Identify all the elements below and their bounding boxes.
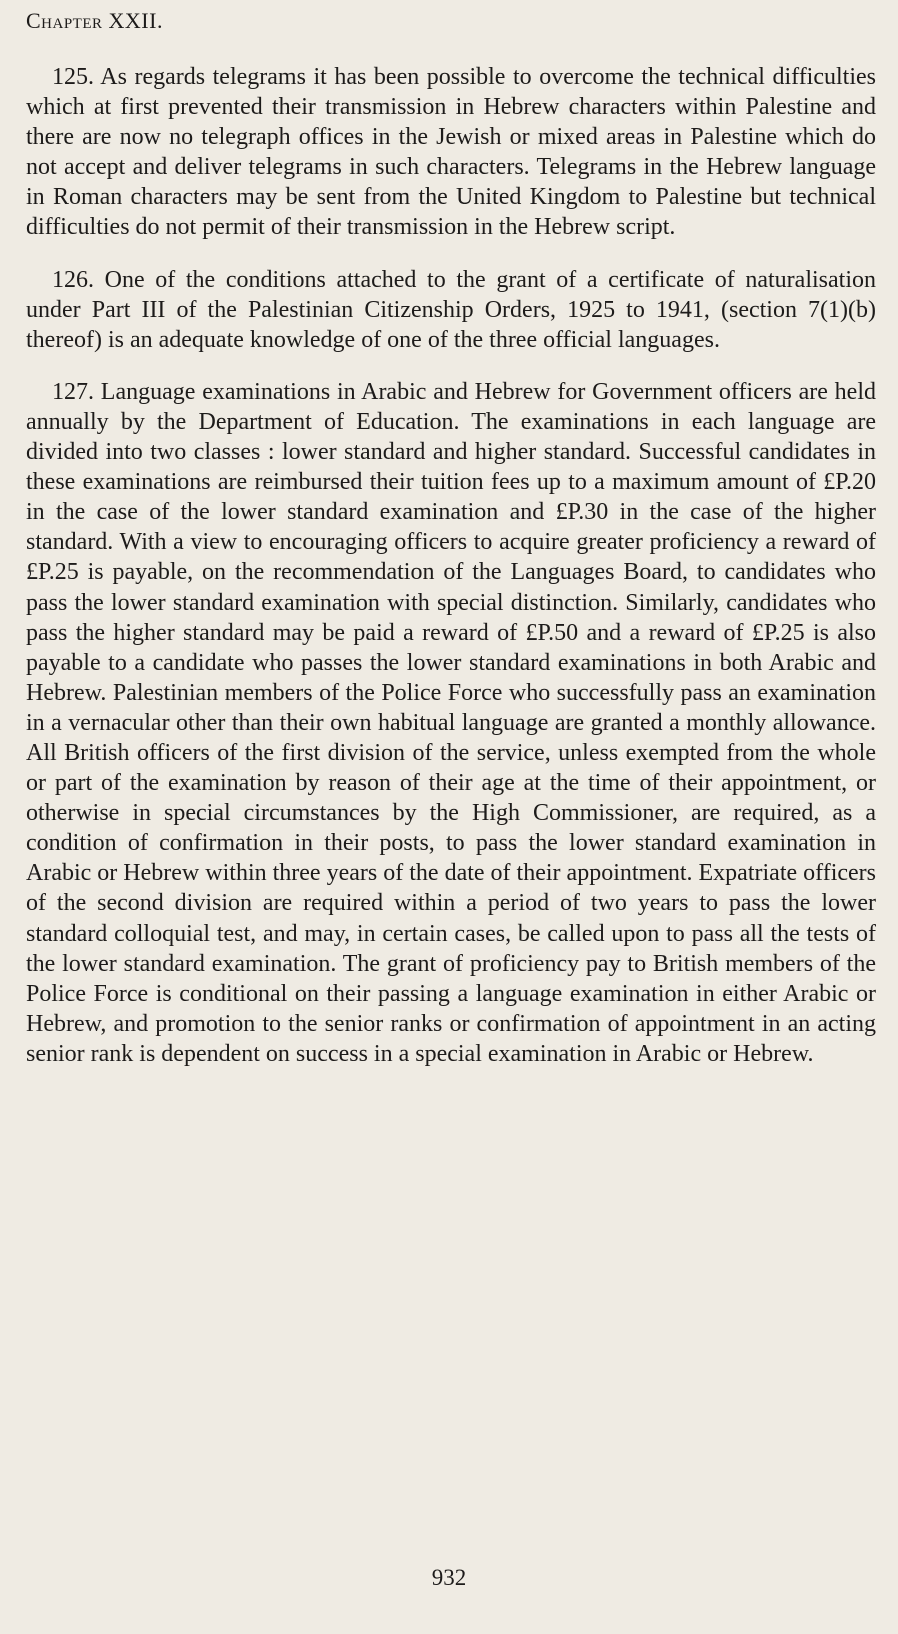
page-number: 932 [431, 1565, 467, 1590]
paragraph-127: 127. Language examinations in Arabic and Hebrew for Government officers are held annually by the Department of Education. The examinations in each language are divided into two classes : lower standard and higher standard. Successful candidates in these examinations are reimbursed their tuition fees up to a maximum amount of £P.20 in the case of the lower standard examination and £P.30 in the case of the higher standard. With a view to encouraging officers to acquire greater proficiency a reward of £P.25 is payable, on the recommendation of the Languages Board, to candidates who pass the lower standard examination with special distinction. Similarly, candidates who pass the higher standard may be paid a reward of £P.50 and a reward of £P.25 is also payable to a candidate who passes the lower standard examinations in both Arabic and Hebrew. Palestinian members of the Police Force who successfully pass an examination in a vernacular other than their own habitual language are granted a monthly allowance. All British officers of the first division of the service, unless exempted from the whole or part of the examination by reason of their age at the time of their appointment, or otherwise in special circumstances by the High Commissioner, are required, as a condition of confirmation in their posts, to pass the lower standard examination in Arabic or Hebrew within three years of the date of their appointment. Expatriate officers of the second division are required within a period of two years to pass the lower standard colloquial test, and may, in certain cases, be called upon to pass all the tests of the lower standard examination. The grant of proficiency pay to British members of the Police Force is conditional on their passing a language examination in either Arabic or Hebrew, and promotion to the senior ranks or confirmation of appointment in an acting senior rank is dependent on success in a special examination in Arabic or Hebrew. [26, 378, 876, 1067]
body-text [26, 62, 876, 1069]
paragraph-125: 125. As regards telegrams it has been possible to overcome the technical difficulties which at first prevented their transmission in Hebrew characters within Palestine and there are now no telegraph offices in the Jewish or mixed areas in Palestine which do not accept and deliver telegrams in such characters. Telegrams in the Hebrew language in Roman characters may be sent from the United Kingdom to Palestine but technical difficulties do not permit of their transmission in the Hebrew script. [26, 64, 876, 241]
chapter-heading: Chapter XXII. [26, 8, 163, 33]
paragraph-126: 126. One of the conditions attached to the grant of a certificate of naturalisation under Part III of the Palestinian Citizenship Orders, 1925 to 1941, (section 7(1)(b) thereof) is an adequate knowledge of one of the three official languages. [26, 266, 876, 353]
